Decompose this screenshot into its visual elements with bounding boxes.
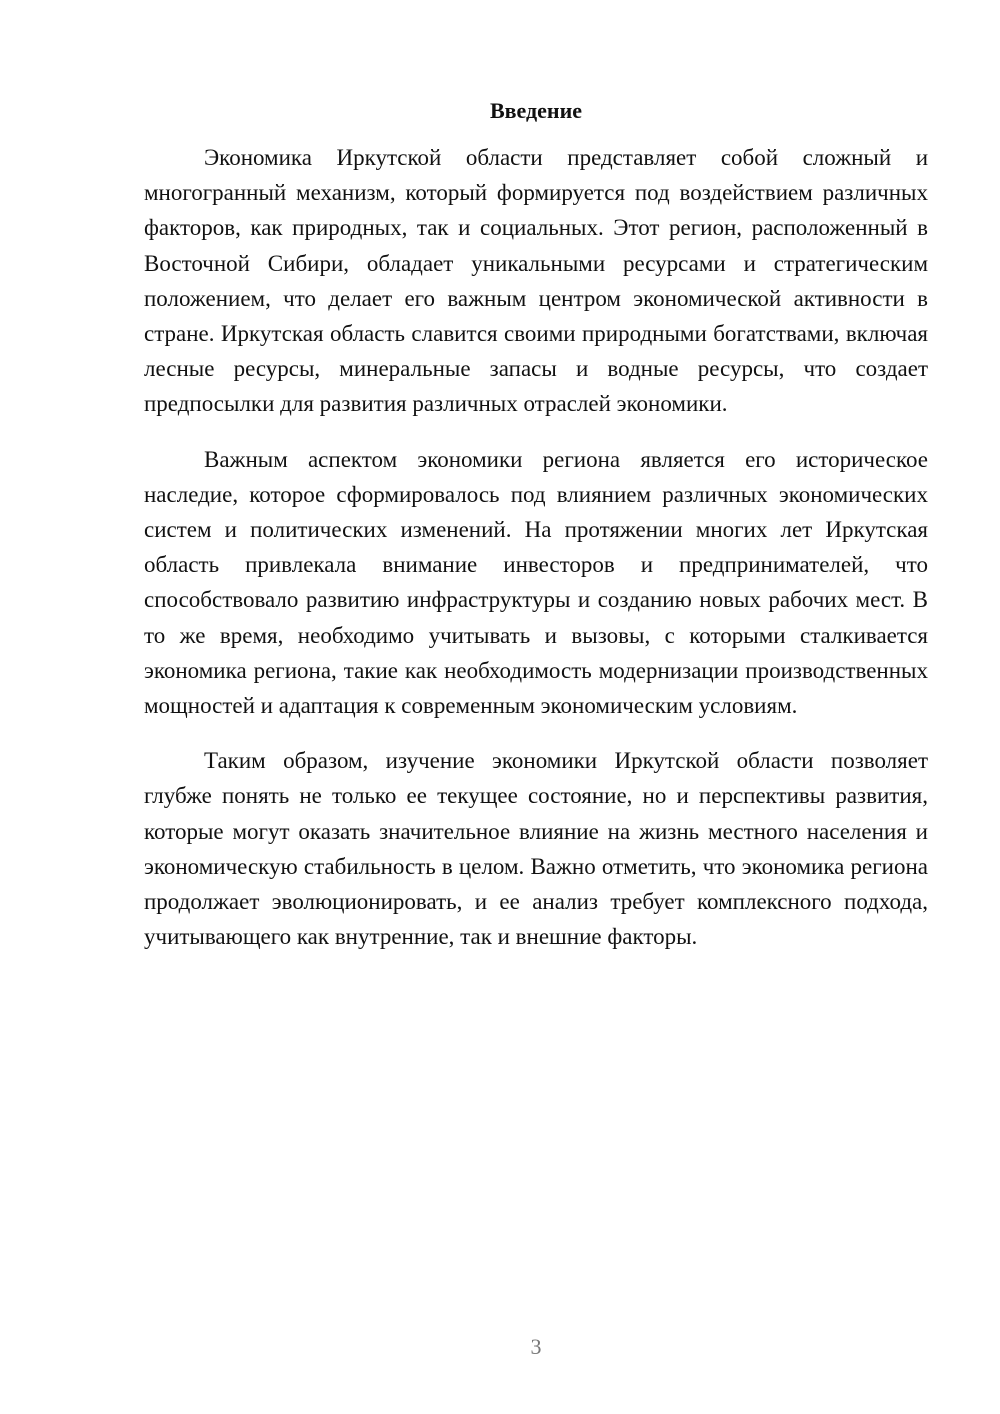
paragraph-1: Экономика Иркутской области представляет собой сложный и многогранный механизм, который формируется под воздействием различных факторов, как природных, так и социальных. Этот регион, расположенный в Восточной Сибири, обладает уникальными ресурсами и стратегическим положением, что делает его важным центром экономической активности в стране. Иркутская область славится своими природными богатствами, включая лесные ресурсы, минеральные запасы и водные ресурсы, что создает предпосылки для развития различных отраслей экономики. [144,145,928,417]
section-heading: Введение [489,98,583,123]
page-number: 3 [530,1334,542,1359]
page-content [144,96,928,974]
paragraph-2: Важным аспектом экономики региона является его историческое наследие, которое сформировалось под влиянием различных экономических систем и политических изменений. На протяжении многих лет Иркутская область привлекала внимание инвесторов и предпринимателей, что способствовало развитию инфраструктуры и созданию новых рабочих мест. В то же время, необходимо учитывать и вызовы, с которыми сталкивается экономика региона, такие как необходимость модернизации производственных мощностей и адаптация к современным экономическим условиям. [144,446,928,719]
paragraph-3: Таким образом, изучение экономики Иркутской области позволяет глубже понять не только ее текущее состояние, но и перспективы развития, которые могут оказать значительное влияние на жизнь местного населения и экономическую стабильность в целом. Важно отметить, что экономика региона продолжает эволюционировать, и ее анализ требует комплексного подхода, учитывающего как внутренние, так и внешние факторы. [144,748,928,950]
